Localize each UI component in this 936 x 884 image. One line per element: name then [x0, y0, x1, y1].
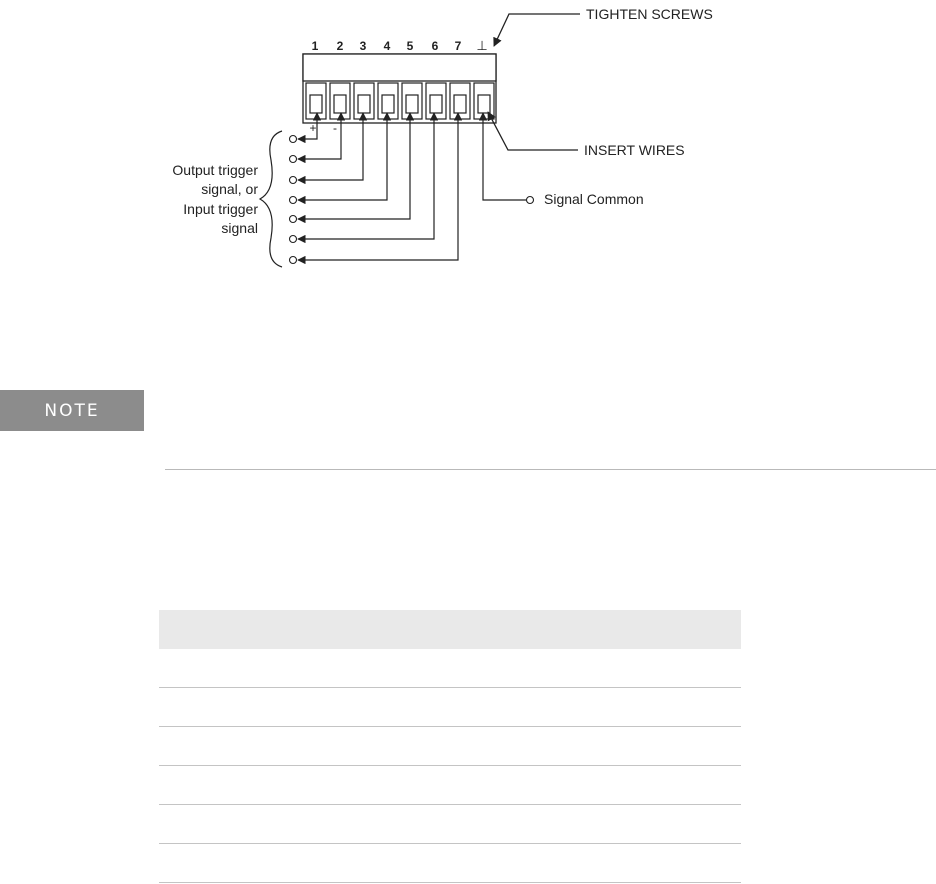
signal-terminal: [290, 177, 297, 184]
table-row: [159, 766, 741, 805]
pin-number: 7: [454, 39, 462, 53]
data-table: [159, 610, 741, 883]
table-row: [159, 805, 741, 844]
signal-wires: [298, 113, 458, 260]
signal-label-line: Output trigger: [172, 162, 258, 178]
tighten-screws-leader: [494, 14, 580, 46]
signal-common-wire: [483, 113, 526, 200]
pin-number: 6: [431, 39, 439, 53]
note-badge: [0, 390, 144, 431]
signal-terminal: [290, 197, 297, 204]
signal-terminal: [290, 257, 297, 264]
signal-terminal: [290, 156, 297, 163]
terminal-slot-inner: [382, 95, 394, 113]
signal-group-label: [172, 162, 258, 236]
tighten-screws-label: TIGHTEN SCREWS: [586, 6, 713, 22]
insert-wires-leader: [488, 112, 578, 150]
pin-number: 5: [406, 39, 414, 53]
table-header: [159, 610, 741, 649]
wire-pin-6: [298, 113, 434, 239]
terminal-block-screw-strip: [303, 54, 496, 81]
terminal-slot-inner: [478, 95, 490, 113]
terminal-slot-inner: [454, 95, 466, 113]
table-row: [159, 688, 741, 727]
pin-number: 2: [336, 39, 344, 53]
note-divider: [165, 469, 936, 470]
signal-common-label: Signal Common: [544, 191, 644, 207]
polarity-plus: +: [309, 121, 317, 135]
polarity-minus: -: [333, 121, 337, 135]
pin-numbers: [312, 38, 488, 53]
note-badge-label: NOTE: [44, 400, 100, 421]
signal-label-line: Input trigger: [183, 201, 258, 217]
terminal-slot-inner: [358, 95, 370, 113]
signal-terminal: [290, 216, 297, 223]
signal-common-terminal: [527, 197, 534, 204]
table-row: [159, 649, 741, 688]
signal-group-brace: [260, 131, 282, 267]
insert-wires-label: INSERT WIRES: [584, 142, 685, 158]
terminal-slot-inner: [310, 95, 322, 113]
terminal-slot-inner: [430, 95, 442, 113]
pin-number: 1: [311, 39, 319, 53]
signal-terminal: [290, 236, 297, 243]
terminal-slot-inner: [406, 95, 418, 113]
table-row: [159, 727, 741, 766]
pin-number: 4: [383, 39, 391, 53]
pin-number: 3: [359, 39, 367, 53]
signal-terminal: [290, 136, 297, 143]
signal-label-line: signal, or: [201, 181, 258, 197]
signal-label-line: signal: [221, 220, 258, 236]
terminal-slot-inner: [334, 95, 346, 113]
signal-terminals: [290, 136, 297, 264]
table-row: [159, 844, 741, 883]
ground-symbol: ⊥: [476, 38, 488, 53]
